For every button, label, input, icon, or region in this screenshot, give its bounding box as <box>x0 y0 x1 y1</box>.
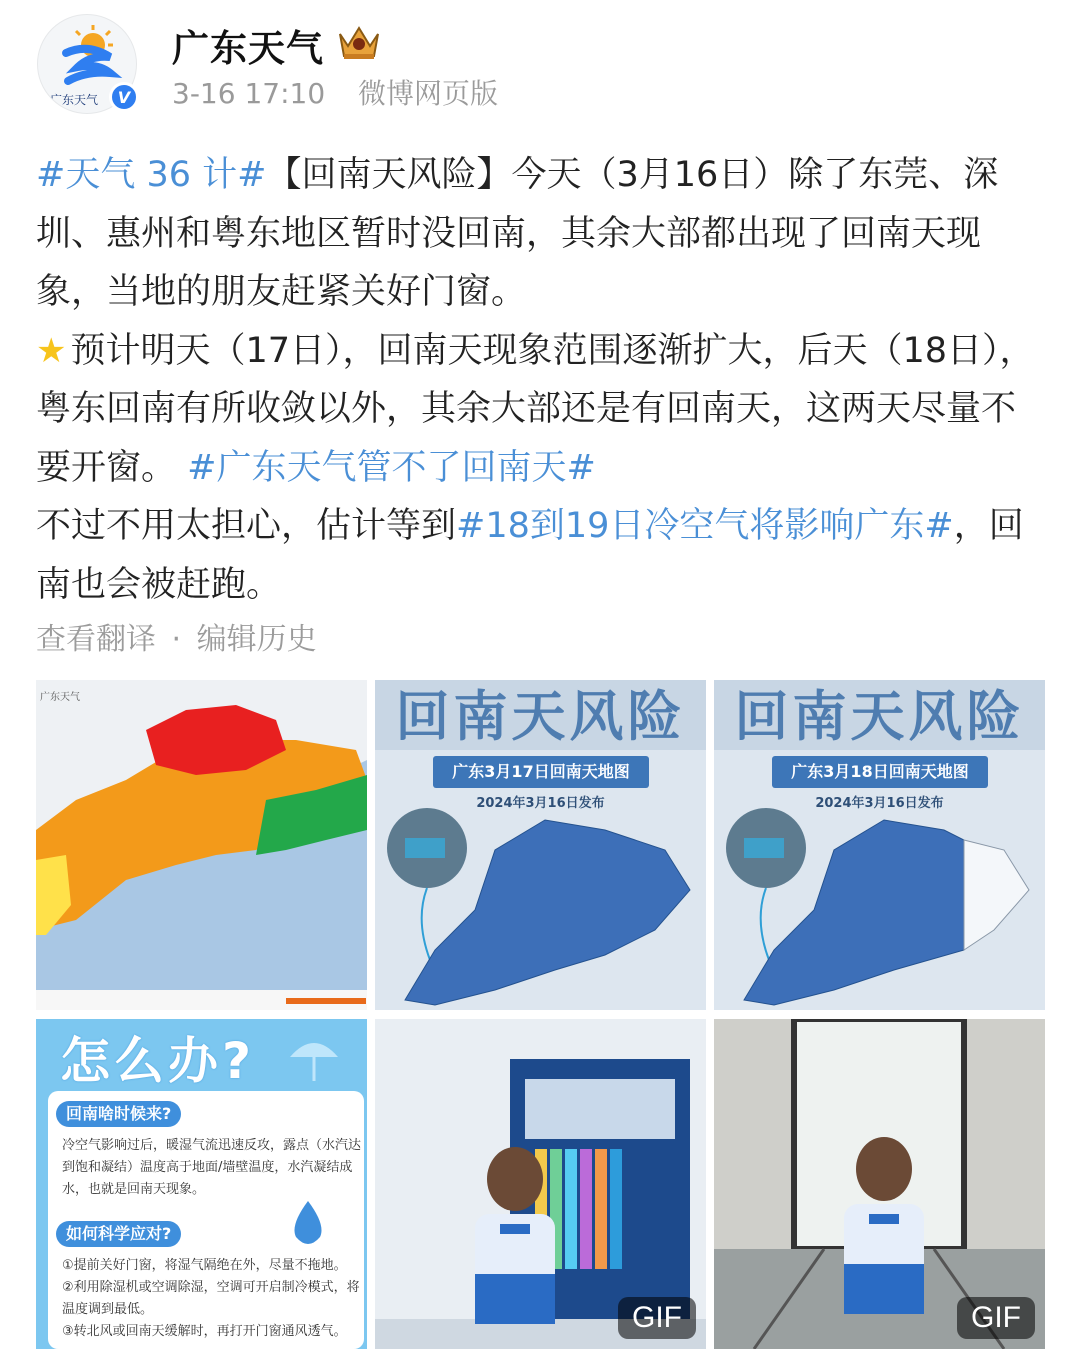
verified-badge-icon: V <box>109 82 139 112</box>
map1-title: 广东天气 <box>40 692 80 703</box>
faq-title: 怎么办? <box>60 1032 256 1090</box>
water-drop-icon <box>288 1199 328 1249</box>
edit-history-link[interactable]: 编辑历史 <box>196 622 317 657</box>
post-meta <box>172 72 522 112</box>
banner-title: 回南天风险 <box>734 685 1025 748</box>
image-faq[interactable] <box>36 1019 367 1349</box>
account-name[interactable]: 广东天气 <box>172 27 324 70</box>
image-map-18[interactable] <box>714 680 1045 1010</box>
paragraph-3 <box>36 497 1046 614</box>
post-time: 3-16 17:10 <box>172 77 326 110</box>
map-18-label: 广东3月18日回南天地图 <box>772 756 988 788</box>
star-icon: ★ <box>36 330 67 371</box>
post-text <box>36 146 1046 614</box>
action-separator: · <box>171 622 182 657</box>
hashtag-weather36[interactable]: #天气 36 计# <box>36 155 267 195</box>
image-grid <box>36 680 1045 1352</box>
image-risk-map[interactable] <box>36 680 367 1010</box>
avatar-caption: 广东天气 <box>50 93 99 107</box>
banner-title: 回南天风险 <box>395 685 686 748</box>
post-source: 微博网页版 <box>358 77 499 110</box>
faq-box <box>48 1091 364 1349</box>
paragraph-3-body: 不过不用太担心，估计等到 <box>36 506 457 546</box>
paragraph-2 <box>36 322 1046 498</box>
crown-badge-icon[interactable] <box>336 20 382 62</box>
faq-q2: 如何科学应对? <box>56 1221 181 1247</box>
paragraph-3-end: ，回南也会被赶跑。 <box>36 506 1024 605</box>
post-actions <box>36 614 323 658</box>
paragraph-1 <box>36 146 1046 322</box>
map-18-graphic <box>714 680 1045 1010</box>
map-18-date: 2024年3月16日发布 <box>815 796 944 811</box>
hashtag-cold-air[interactable]: #18到19日冷空气将影响广东# <box>456 506 954 546</box>
image-gif-wardrobe[interactable] <box>375 1019 706 1349</box>
paragraph-1-body: 【回南天风险】今天（3月16日）除了东莞、深圳、惠州和粤东地区暂时没回南，其余大部都出现了回南天现象，当地的朋友赶紧关好门窗。 <box>36 155 999 312</box>
post-header <box>0 0 1080 130</box>
faq-a1: 冷空气影响过后，暖湿气流迅速反攻，露点（水汽达到饱和凝结）温度高于地面/墙壁温度，水汽凝结成水，也就是回南天现象。 <box>62 1138 362 1197</box>
paragraph-2-body: 预计明天（17日），回南天现象范围逐渐扩大，后天（18日），粤东回南有所收敛以外，其余大部还是有回南天，这两天尽量不要开窗。 <box>36 330 1035 488</box>
umbrella-icon <box>284 1027 344 1087</box>
faq-a2-3: ③转北风或回南天缓解时，再打开门窗通风透气。 <box>62 1324 347 1339</box>
map-17-graphic <box>375 680 706 1010</box>
faq-a2-2: ②利用除湿机或空调除湿，空调可开启制冷模式，将温度调到最低。 <box>62 1280 360 1317</box>
image-gif-doorway[interactable] <box>714 1019 1045 1349</box>
map-17-date: 2024年3月16日发布 <box>476 796 605 811</box>
translate-link[interactable]: 查看翻译 <box>36 622 156 657</box>
faq-a2-1: ①提前关好门窗，将湿气隔绝在外，尽量不拖地。 <box>62 1258 347 1273</box>
hashtag-huinantian[interactable]: #广东天气管不了回南天# <box>187 447 596 488</box>
faq-q1: 回南啥时候来? <box>56 1101 181 1127</box>
gif-badge: GIF <box>618 1297 696 1339</box>
risk-map-graphic <box>36 680 367 1010</box>
gif-badge: GIF <box>957 1297 1035 1339</box>
image-map-17[interactable] <box>375 680 706 1010</box>
map-17-label: 广东3月17日回南天地图 <box>433 756 649 788</box>
